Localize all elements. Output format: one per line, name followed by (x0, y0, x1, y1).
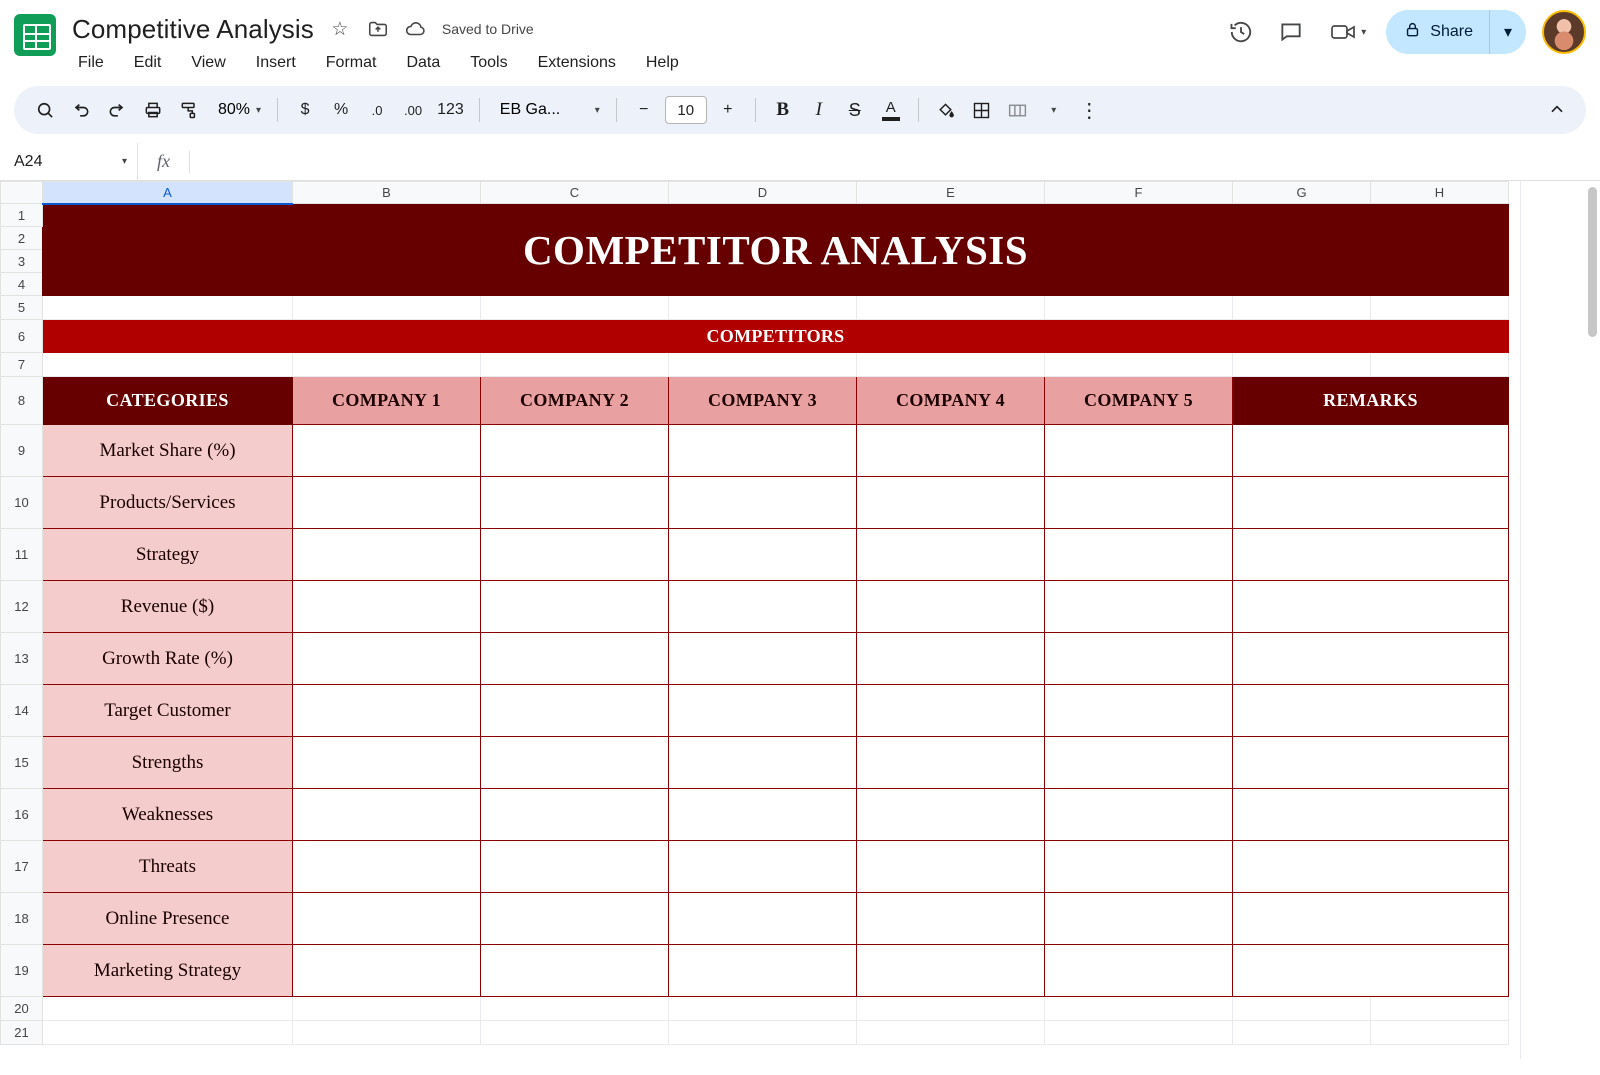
cell-E19[interactable] (857, 945, 1045, 997)
cell-E18[interactable] (857, 893, 1045, 945)
title-and-menus (72, 10, 683, 75)
cell-G14-remarks[interactable] (1233, 685, 1509, 737)
category-online-presence[interactable]: Online Presence (43, 893, 293, 945)
zoom-value: 80% (218, 101, 251, 118)
category-market-share[interactable]: Market Share (%) (43, 425, 293, 477)
avatar[interactable] (1542, 10, 1586, 54)
collapse-toolbar-icon[interactable] (1540, 93, 1574, 127)
cell-E16[interactable] (857, 789, 1045, 841)
merge-cells-icon[interactable] (1001, 93, 1035, 127)
table-row (1, 353, 1509, 377)
paint-format-icon[interactable] (172, 93, 206, 127)
report-title-banner[interactable]: COMPETITOR ANALYSIS (43, 204, 1509, 296)
row-header-7[interactable]: 7 (1, 353, 43, 377)
cell-F18[interactable] (1045, 893, 1233, 945)
cell-G15-remarks[interactable] (1233, 737, 1509, 789)
cell-B9[interactable] (293, 425, 481, 477)
cell-F7[interactable] (1045, 353, 1233, 377)
cell-G17-remarks[interactable] (1233, 841, 1509, 893)
cell-G21[interactable] (1233, 1021, 1371, 1045)
cell-B17[interactable] (293, 841, 481, 893)
cell-D12[interactable] (669, 581, 857, 633)
row-header-10[interactable]: 10 (1, 477, 43, 529)
col-header-G[interactable]: G (1233, 182, 1371, 204)
chevron-down-icon[interactable]: ▾ (121, 156, 127, 167)
header-remarks[interactable]: REMARKS (1233, 377, 1509, 425)
decrease-decimal-button[interactable]: .0 (371, 102, 383, 118)
cell-C9[interactable] (481, 425, 669, 477)
cell-B14[interactable] (293, 685, 481, 737)
category-products-services[interactable]: Products/Services (43, 477, 293, 529)
fill-color-icon[interactable] (929, 93, 963, 127)
row-header-18[interactable]: 18 (1, 893, 43, 945)
cell-G11-remarks[interactable] (1233, 529, 1509, 581)
cell-G13-remarks[interactable] (1233, 633, 1509, 685)
table-row (1, 581, 1509, 633)
table-row (1, 945, 1509, 997)
col-header-H[interactable]: H (1371, 182, 1509, 204)
search-icon[interactable] (28, 93, 62, 127)
cell-C11[interactable] (481, 529, 669, 581)
cell-C16[interactable] (481, 789, 669, 841)
cell-G9-remarks[interactable] (1233, 425, 1509, 477)
category-marketing-strategy[interactable]: Marketing Strategy (43, 945, 293, 997)
cell-E13[interactable] (857, 633, 1045, 685)
chevron-down-icon: ▾ (1361, 26, 1367, 38)
zoom-control[interactable] (208, 93, 267, 127)
menu-tools[interactable]: Tools (470, 54, 508, 71)
cell-F20[interactable] (1045, 997, 1233, 1021)
cell-E11[interactable] (857, 529, 1045, 581)
cloud-saved-icon[interactable] (404, 17, 428, 41)
italic-button[interactable]: I (815, 99, 822, 120)
fx-icon: fx (138, 151, 190, 173)
menu-edit[interactable]: Edit (133, 54, 162, 71)
percent-format-button[interactable]: % (333, 101, 349, 118)
table-row (1, 737, 1509, 789)
grid-right-gutter (1520, 181, 1586, 1059)
category-threats[interactable]: Threats (43, 841, 293, 893)
cell-C18[interactable] (481, 893, 669, 945)
cell-G20[interactable] (1233, 997, 1371, 1021)
table-row (1, 425, 1509, 477)
cell-C10[interactable] (481, 477, 669, 529)
font-family-selector[interactable] (490, 93, 606, 127)
toolbar (14, 86, 1586, 134)
cell-F16[interactable] (1045, 789, 1233, 841)
toolbar-divider (918, 98, 919, 122)
cell-C17[interactable] (481, 841, 669, 893)
table-row (1, 296, 1509, 320)
more-options-icon[interactable]: ⋮ (1079, 99, 1101, 122)
cell-B13[interactable] (293, 633, 481, 685)
cell-F10[interactable] (1045, 477, 1233, 529)
cell-D10[interactable] (669, 477, 857, 529)
text-color-letter: A (885, 98, 896, 116)
version-history-icon[interactable] (1219, 10, 1263, 54)
cell-C14[interactable] (481, 685, 669, 737)
cell-F13[interactable] (1045, 633, 1233, 685)
font-size-stepper (627, 93, 745, 127)
borders-icon[interactable] (965, 93, 999, 127)
cell-H20[interactable] (1371, 997, 1509, 1021)
cell-A20[interactable] (43, 997, 293, 1021)
row-header-2[interactable]: 2 (1, 227, 43, 250)
lock-icon (1404, 21, 1421, 44)
cell-F12[interactable] (1045, 581, 1233, 633)
cell-E15[interactable] (857, 737, 1045, 789)
cell-B16[interactable] (293, 789, 481, 841)
cell-C13[interactable] (481, 633, 669, 685)
cell-C21[interactable] (481, 1021, 669, 1045)
row-header-19[interactable]: 19 (1, 945, 43, 997)
cell-G19-remarks[interactable] (1233, 945, 1509, 997)
cell-G5[interactable] (1233, 296, 1371, 320)
table-row (1, 997, 1509, 1021)
text-color-button[interactable] (874, 93, 908, 127)
row-header-6[interactable]: 6 (1, 320, 43, 353)
cell-H5[interactable] (1371, 296, 1509, 320)
row-header-16[interactable]: 16 (1, 789, 43, 841)
row-header-14[interactable]: 14 (1, 685, 43, 737)
table-row (1, 529, 1509, 581)
cell-F5[interactable] (1045, 296, 1233, 320)
cell-D17[interactable] (669, 841, 857, 893)
cell-E12[interactable] (857, 581, 1045, 633)
cell-F15[interactable] (1045, 737, 1233, 789)
meet-button[interactable] (1319, 10, 1372, 54)
header-company-2[interactable]: COMPANY 2 (481, 377, 669, 425)
cell-D16[interactable] (669, 789, 857, 841)
bold-button[interactable]: B (776, 99, 790, 120)
cell-E14[interactable] (857, 685, 1045, 737)
table-row (1, 893, 1509, 945)
menu-bar (72, 51, 683, 75)
font-family-value: EB Ga... (499, 101, 561, 118)
row-header-5[interactable]: 5 (1, 296, 43, 320)
redo-icon[interactable] (100, 93, 134, 127)
cell-C5[interactable] (481, 296, 669, 320)
share-button[interactable] (1386, 10, 1526, 54)
cell-D19[interactable] (669, 945, 857, 997)
cell-E17[interactable] (857, 841, 1045, 893)
save-status: Saved to Drive (441, 21, 534, 37)
cell-F9[interactable] (1045, 425, 1233, 477)
header-company-5[interactable]: COMPANY 5 (1045, 377, 1233, 425)
cell-D18[interactable] (669, 893, 857, 945)
cell-B11[interactable] (293, 529, 481, 581)
cell-G10-remarks[interactable] (1233, 477, 1509, 529)
currency-format-button[interactable]: $ (300, 101, 310, 118)
row-header-15[interactable]: 15 (1, 737, 43, 789)
toolbar-divider (755, 98, 756, 122)
cell-C20[interactable] (481, 997, 669, 1021)
select-all-corner[interactable] (1, 182, 43, 204)
share-dropdown-caret-icon[interactable]: ▾ (1503, 24, 1513, 41)
cell-E5[interactable] (857, 296, 1045, 320)
print-icon[interactable] (136, 93, 170, 127)
toolbar-divider (479, 98, 480, 122)
header-company-3[interactable]: COMPANY 3 (669, 377, 857, 425)
table-row (1, 633, 1509, 685)
cell-B19[interactable] (293, 945, 481, 997)
cell-C19[interactable] (481, 945, 669, 997)
comment-icon[interactable] (1269, 10, 1313, 54)
sheet-table (0, 181, 1509, 1045)
cell-D5[interactable] (669, 296, 857, 320)
header-actions (1219, 10, 1586, 54)
header-categories[interactable]: CATEGORIES (43, 377, 293, 425)
spreadsheet-grid (0, 181, 1600, 1059)
name-box-value: A24 (14, 152, 43, 170)
cell-G18-remarks[interactable] (1233, 893, 1509, 945)
col-header-D[interactable]: D (669, 182, 857, 204)
cell-B18[interactable] (293, 893, 481, 945)
page-title[interactable]: Competitive Analysis (72, 13, 314, 44)
cell-D20[interactable] (669, 997, 857, 1021)
cell-A7[interactable] (43, 353, 293, 377)
header-company-4[interactable]: COMPANY 4 (857, 377, 1045, 425)
col-header-E[interactable]: E (857, 182, 1045, 204)
menu-file[interactable]: File (78, 54, 104, 71)
cell-B20[interactable] (293, 997, 481, 1021)
row-header-3[interactable]: 3 (1, 250, 43, 273)
formula-bar (0, 143, 1600, 181)
table-row (1, 320, 1509, 353)
cell-B7[interactable] (293, 353, 481, 377)
row-header-20[interactable]: 20 (1, 997, 43, 1021)
row-header-1[interactable]: 1 (1, 204, 43, 227)
formula-input[interactable] (190, 143, 1600, 180)
font-size-increase-button[interactable]: + (723, 101, 733, 118)
more-formats-button[interactable]: 123 (437, 101, 464, 118)
cell-E20[interactable] (857, 997, 1045, 1021)
table-row (1, 204, 1509, 227)
table-row (1, 789, 1509, 841)
increase-decimal-button[interactable]: .00 (404, 102, 423, 118)
row-header-4[interactable]: 4 (1, 273, 43, 296)
cell-D15[interactable] (669, 737, 857, 789)
toolbar-divider (277, 98, 278, 122)
table-row (1, 477, 1509, 529)
col-header-A[interactable]: A (43, 182, 293, 204)
cell-B21[interactable] (293, 1021, 481, 1045)
cell-A21[interactable] (43, 1021, 293, 1045)
row-header-8[interactable]: 8 (1, 377, 43, 425)
menu-insert[interactable]: Insert (255, 54, 296, 71)
text-color-swatch (882, 117, 900, 121)
strikethrough-button[interactable]: S (848, 99, 861, 120)
font-size-input[interactable] (665, 96, 707, 124)
row-header-12[interactable]: 12 (1, 581, 43, 633)
menu-format[interactable]: Format (325, 54, 377, 71)
cell-D14[interactable] (669, 685, 857, 737)
header-company-1[interactable]: COMPANY 1 (293, 377, 481, 425)
category-weaknesses[interactable]: Weaknesses (43, 789, 293, 841)
row-header-11[interactable]: 11 (1, 529, 43, 581)
row-header-9[interactable]: 9 (1, 425, 43, 477)
toolbar-divider (616, 98, 617, 122)
cell-F21[interactable] (1045, 1021, 1233, 1045)
table-row (1, 1021, 1509, 1045)
cell-D9[interactable] (669, 425, 857, 477)
row-header-17[interactable]: 17 (1, 841, 43, 893)
category-strengths[interactable]: Strengths (43, 737, 293, 789)
cell-H7[interactable] (1371, 353, 1509, 377)
folder-move-icon[interactable] (366, 17, 390, 41)
menu-help[interactable]: Help (645, 54, 679, 71)
cell-C15[interactable] (481, 737, 669, 789)
cell-G7[interactable] (1233, 353, 1371, 377)
vertical-scrollbar-thumb[interactable] (1588, 187, 1597, 337)
cell-D13[interactable] (669, 633, 857, 685)
cell-C12[interactable] (481, 581, 669, 633)
cell-F11[interactable] (1045, 529, 1233, 581)
star-icon[interactable]: ☆ (331, 18, 349, 40)
cell-D21[interactable] (669, 1021, 857, 1045)
cell-D7[interactable] (669, 353, 857, 377)
cell-F19[interactable] (1045, 945, 1233, 997)
row-header-13[interactable]: 13 (1, 633, 43, 685)
col-header-F[interactable]: F (1045, 182, 1233, 204)
font-size-decrease-button[interactable]: − (639, 101, 649, 118)
cell-A5[interactable] (43, 296, 293, 320)
name-box[interactable] (0, 143, 138, 180)
category-revenue[interactable]: Revenue ($) (43, 581, 293, 633)
cell-B5[interactable] (293, 296, 481, 320)
undo-icon[interactable] (64, 93, 98, 127)
cell-E10[interactable] (857, 477, 1045, 529)
menu-data[interactable]: Data (406, 54, 441, 71)
cell-H21[interactable] (1371, 1021, 1509, 1045)
cell-F14[interactable] (1045, 685, 1233, 737)
chevron-down-icon: ▾ (256, 104, 262, 116)
cell-E7[interactable] (857, 353, 1045, 377)
cell-E9[interactable] (857, 425, 1045, 477)
competitors-banner[interactable]: COMPETITORS (43, 320, 1509, 353)
category-target-customer[interactable]: Target Customer (43, 685, 293, 737)
table-row (1, 841, 1509, 893)
sheets-logo-icon[interactable] (14, 14, 56, 56)
category-growth-rate[interactable]: Growth Rate (%) (43, 633, 293, 685)
share-label: Share (1430, 23, 1473, 40)
category-strategy[interactable]: Strategy (43, 529, 293, 581)
row-header-21[interactable]: 21 (1, 1021, 43, 1045)
cell-B10[interactable] (293, 477, 481, 529)
app-header (0, 0, 1600, 86)
column-header-row (1, 182, 1509, 204)
cell-G12-remarks[interactable] (1233, 581, 1509, 633)
menu-extensions[interactable]: Extensions (537, 54, 616, 71)
table-header-row (1, 377, 1509, 425)
cell-C7[interactable] (481, 353, 669, 377)
cell-B12[interactable] (293, 581, 481, 633)
table-row (1, 685, 1509, 737)
cell-G16-remarks[interactable] (1233, 789, 1509, 841)
cell-F17[interactable] (1045, 841, 1233, 893)
col-header-C[interactable]: C (481, 182, 669, 204)
cell-B15[interactable] (293, 737, 481, 789)
cell-E21[interactable] (857, 1021, 1045, 1045)
chevron-down-icon: ▾ (594, 104, 600, 116)
vertical-scrollbar[interactable] (1586, 181, 1600, 1059)
merge-caret-icon[interactable]: ▾ (1051, 104, 1057, 116)
cell-D11[interactable] (669, 529, 857, 581)
col-header-B[interactable]: B (293, 182, 481, 204)
menu-view[interactable]: View (191, 54, 226, 71)
